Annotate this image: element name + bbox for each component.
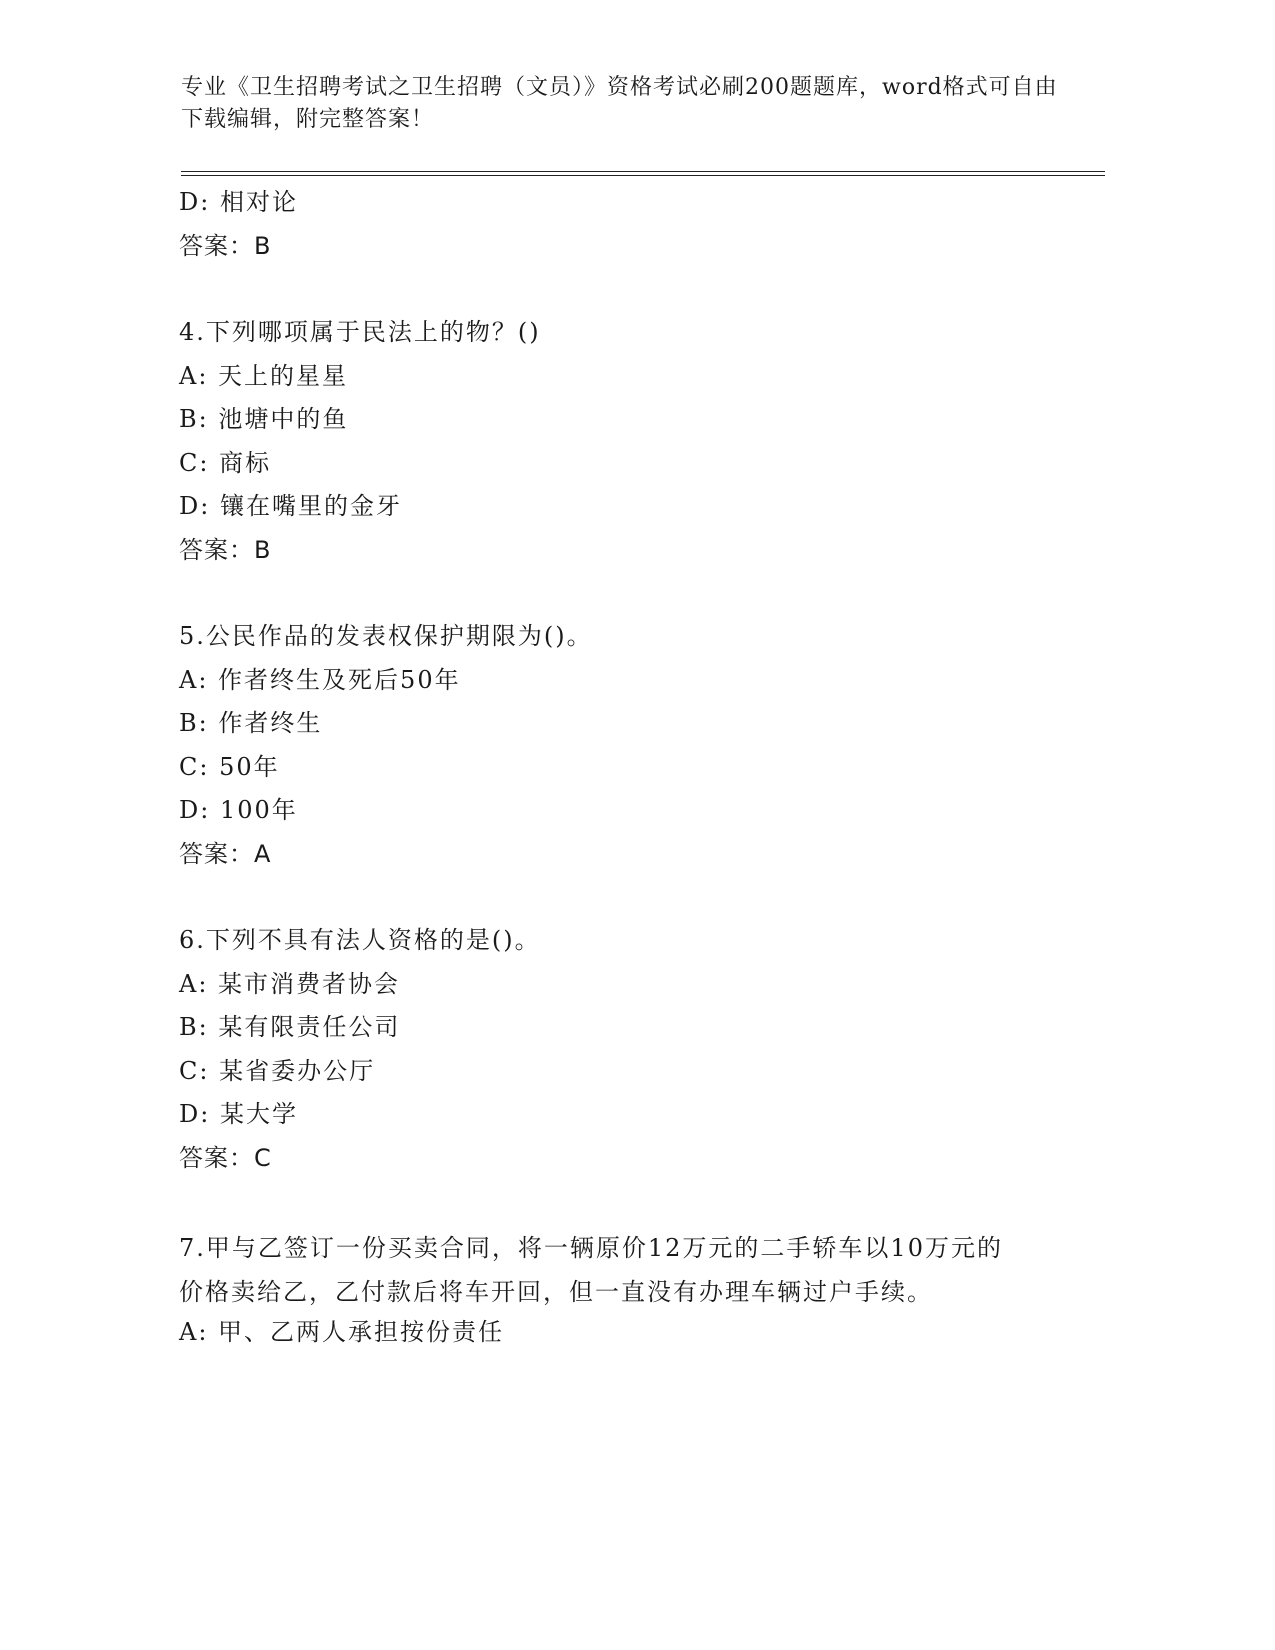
option-d: D: 某大学 xyxy=(179,1100,298,1128)
option-a: A: 某市消费者协会 xyxy=(179,969,401,998)
header-divider-top xyxy=(181,171,1105,172)
question-7 xyxy=(179,1226,1079,1358)
question-5 xyxy=(179,618,1079,879)
option-d: D: 100年 xyxy=(179,796,298,824)
option-a: A: 作者终生及死后50年 xyxy=(179,665,461,694)
option-a: A: 甲、乙两人承担按份责任 xyxy=(179,1318,505,1346)
header-divider-bottom xyxy=(181,175,1105,176)
answer-line: 答案：B xyxy=(179,535,272,564)
spacer xyxy=(179,271,1079,314)
page-header: 专业《卫生招聘考试之卫生招聘（文员）》资格考试必刷200题题库，word格式可自由下载编辑，附完整答案！ xyxy=(181,75,1058,132)
question-list xyxy=(179,184,1079,1358)
option-b: B: 作者终生 xyxy=(179,709,323,737)
spacer xyxy=(179,575,1079,618)
answer-line: 答案：B xyxy=(179,231,272,260)
question-6 xyxy=(179,922,1079,1183)
option-d: D: 镶在嘴里的金牙 xyxy=(179,492,402,520)
question-stem: 4.下列哪项属于民法上的物？() xyxy=(179,318,541,346)
option-a: A: 天上的星星 xyxy=(179,361,349,390)
option-b: B: 池塘中的鱼 xyxy=(179,405,349,433)
answer-line: 答案：C xyxy=(179,1143,272,1172)
option-c: C: 商标 xyxy=(179,448,272,477)
option-c: C: 50年 xyxy=(179,752,280,781)
question-stem: 7.甲与乙签订一份买卖合同，将一辆原价12万元的二手轿车以10万元的价格卖给乙，乙付款后将车开回，但一直没有办理车辆过户手续。 xyxy=(179,1234,1003,1306)
spacer xyxy=(179,1183,1079,1226)
spacer xyxy=(179,879,1079,922)
question-stem: 5.公民作品的发表权保护期限为()。 xyxy=(179,622,593,650)
option-c: C: 某省委办公厅 xyxy=(179,1056,376,1085)
answer-line: 答案：A xyxy=(179,839,272,868)
option-d: D: 相对论 xyxy=(179,188,298,216)
question-stem: 6.下列不具有法人资格的是()。 xyxy=(179,926,541,954)
option-b: B: 某有限责任公司 xyxy=(179,1013,401,1041)
question-4 xyxy=(179,314,1079,575)
